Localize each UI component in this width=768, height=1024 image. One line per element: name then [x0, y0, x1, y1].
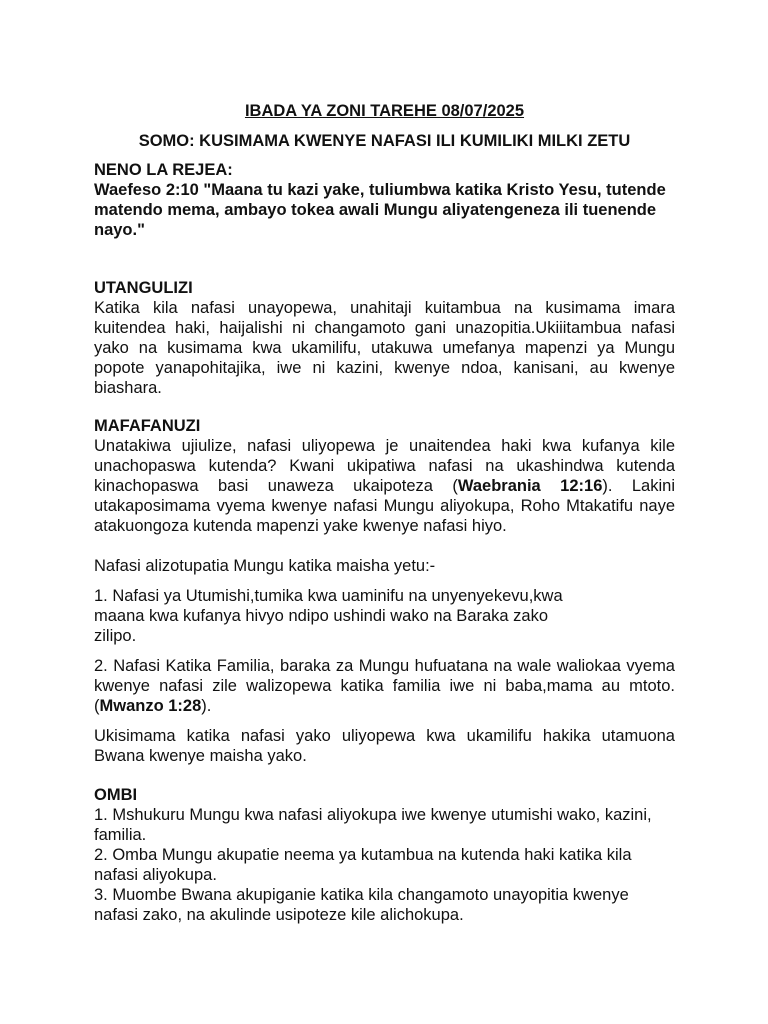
reference-block — [94, 160, 675, 240]
list-item — [94, 656, 675, 716]
nafasi-item2-text: 2. Nafasi Katika Familia, baraka za Mungu hufuatana na wale waliokaa vyema kwenye nafasi zile walizopewa katika familia iwe ni baba,mama au mtoto.( — [94, 657, 675, 715]
reference-text: Waefeso 2:10 "Maana tu kazi yake, tuliumbwa katika Kristo Yesu, tutende matendo mema, ambayo tokea awali Mungu aliyatengeneza ili tuenende nayo." — [94, 181, 666, 239]
prayer-item-3: 3. Muombe Bwana akupiganie katika kila changamoto unayopitia kwenye nafasi zako, na akulinde usipoteze kile alichokupa. — [94, 886, 629, 924]
mafafanuzi-body-part2: ). Lakini utakaposimama vyema kwenye nafasi Mungu aliyokupa, Roho Mtakatifu naye atakuongoza kutenda mapenzi yake kwenye nafasi hiyo. — [94, 477, 675, 535]
reference-heading: NENO LA REJEA: — [94, 161, 233, 179]
nafasi-item1-line2: maana kwa kufanya hivyo ndipo ushindi wako na Baraka zako — [94, 607, 549, 625]
mafafanuzi-heading: MAFAFANUZI — [94, 417, 201, 435]
nafasi-item1-line3: zilipo. — [94, 627, 137, 645]
document-content — [94, 100, 675, 925]
ombi-heading: OMBI — [94, 786, 138, 804]
document-subtitle: SOMO: KUSIMAMA KWENYE NAFASI ILI KUMILIKI MILKI ZETU — [138, 132, 631, 150]
list-item — [94, 586, 675, 646]
nafasi-item2 — [94, 656, 675, 716]
mafafanuzi-body — [94, 436, 675, 536]
section-mafafanuzi — [94, 416, 675, 536]
scripture-reference: Waebrania 12:16 — [457, 477, 603, 495]
prayer-item-1: 1. Mshukuru Mungu kwa nafasi aliyokupa iwe kwenye utumishi wako, kazini, familia. — [94, 806, 652, 844]
nafasi-intro: Nafasi alizotupatia Mungu katika maisha yetu:- — [94, 557, 436, 575]
prayer-item-2: 2. Omba Mungu akupatie neema ya kutambua na kutenda haki katika kila nafasi aliyokupa. — [94, 846, 632, 884]
section-utangulizi — [94, 278, 675, 398]
document-title: IBADA YA ZONI TAREHE 08/07/2025 — [244, 102, 525, 120]
section-ombi — [94, 785, 675, 925]
utangulizi-body: Katika kila nafasi unayopewa, unahitaji kuitambua na kusimama imara kuitendea haki, haijalishi ni changamoto gani unazopitia.Ukiiitambua nafasi yako na kusimama kwa ukamilifu, utakuwa umefanya mapenzi ya Mungu popote yanapohitajika, iwe ni kazini, kwenye ndoa, kanisani, au kwenye biashara. — [94, 299, 675, 397]
nafasi-list — [94, 556, 675, 766]
mafafanuzi-body-part1: Unatakiwa ujiulize, nafasi uliyopewa je unaitendea haki kwa kufanya kile unachopaswa kutenda? Kwani ukipatiwa nafasi na ukashindwa kutenda kinachopaswa basi unaweza ukaipoteza ( — [94, 437, 675, 495]
scripture-reference: Mwanzo 1:28 — [99, 697, 202, 715]
nafasi-item2-end: ). — [201, 697, 212, 715]
utangulizi-heading: UTANGULIZI — [94, 279, 193, 297]
nafasi-item1-line1: 1. Nafasi ya Utumishi,tumika kwa uaminifu na unyenyekevu,kwa — [94, 587, 563, 605]
nafasi-summary: Ukisimama katika nafasi yako uliyopewa kwa ukamilifu hakika utamuona Bwana kwenye maisha yako. — [94, 727, 675, 765]
